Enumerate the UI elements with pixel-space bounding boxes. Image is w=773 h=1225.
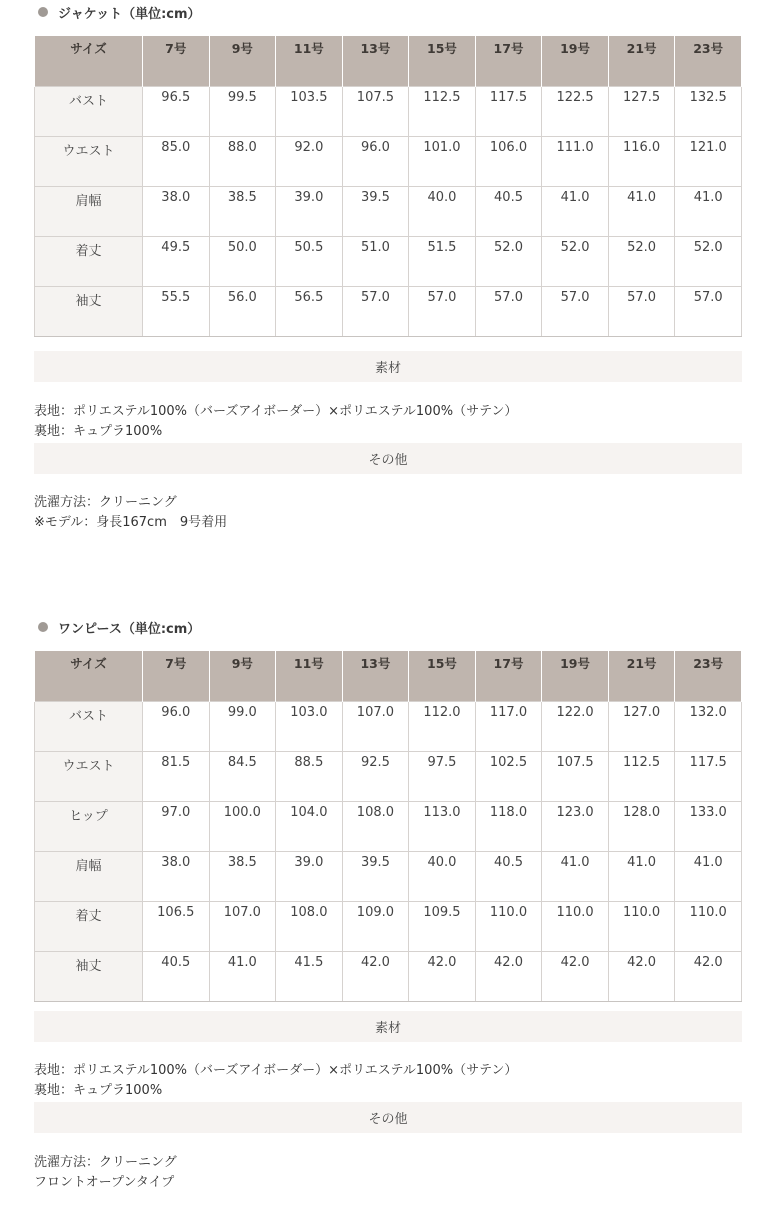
row-label: ウエスト [35, 752, 143, 802]
table-cell: 50.5 [276, 237, 343, 287]
bullet-dot-icon [38, 7, 48, 17]
onepiece-material-header: 素材 [34, 1011, 742, 1042]
jacket-title-text: ジャケット（単位:cm） [58, 6, 201, 22]
table-cell: 111.0 [542, 137, 609, 187]
onepiece-title-text: ワンピース（単位:cm） [58, 621, 201, 637]
table-cell: 117.5 [475, 87, 542, 137]
table-cell: 40.5 [143, 952, 210, 1002]
table-cell: 128.0 [608, 802, 675, 852]
table-row [35, 852, 742, 902]
table-cell: 39.0 [276, 852, 343, 902]
header-cell: 15号 [409, 36, 476, 87]
table-row [35, 902, 742, 952]
header-cell: 17号 [475, 651, 542, 702]
table-cell: 41.0 [675, 187, 742, 237]
table-cell: 49.5 [143, 237, 210, 287]
table-cell: 96.5 [143, 87, 210, 137]
table-cell: 97.5 [409, 752, 476, 802]
table-cell: 50.0 [209, 237, 276, 287]
table-cell: 51.5 [409, 237, 476, 287]
table-cell: 116.0 [608, 137, 675, 187]
table-cell: 41.0 [675, 852, 742, 902]
table-cell: 127.0 [608, 702, 675, 752]
jacket-other-line: 洗濯方法：クリーニング [34, 495, 177, 510]
table-cell: 103.0 [276, 702, 343, 752]
table-cell: 57.0 [475, 287, 542, 337]
table-cell: 41.0 [608, 852, 675, 902]
table-cell: 57.0 [542, 287, 609, 337]
table-cell: 103.5 [276, 87, 343, 137]
table-cell: 112.5 [608, 752, 675, 802]
header-cell: 11号 [276, 651, 343, 702]
row-label: 着丈 [35, 902, 143, 952]
row-label: 袖丈 [35, 287, 143, 337]
table-cell: 92.5 [342, 752, 409, 802]
row-label: バスト [35, 702, 143, 752]
table-cell: 107.0 [342, 702, 409, 752]
table-cell: 40.5 [475, 852, 542, 902]
row-label: バスト [35, 87, 143, 137]
onepiece-other-header: その他 [34, 1102, 742, 1133]
header-cell: 17号 [475, 36, 542, 87]
header-cell: サイズ [35, 36, 143, 87]
header-cell: 9号 [209, 36, 276, 87]
table-cell: 38.5 [209, 852, 276, 902]
table-cell: 42.0 [342, 952, 409, 1002]
table-cell: 39.5 [342, 187, 409, 237]
table-row [35, 802, 742, 852]
table-cell: 133.0 [675, 802, 742, 852]
table-cell: 40.0 [409, 852, 476, 902]
table-cell: 107.0 [209, 902, 276, 952]
onepiece-material-line: 裏地：キュプラ100% [34, 1083, 163, 1098]
jacket-table-header-row [35, 36, 742, 87]
header-cell: 7号 [143, 36, 210, 87]
table-cell: 99.0 [209, 702, 276, 752]
jacket-size-table [34, 36, 742, 337]
table-cell: 100.0 [209, 802, 276, 852]
jacket-other-header: その他 [34, 443, 742, 474]
row-label: 肩幅 [35, 852, 143, 902]
table-cell: 41.0 [209, 952, 276, 1002]
table-cell: 57.0 [675, 287, 742, 337]
table-cell: 121.0 [675, 137, 742, 187]
table-cell: 110.0 [675, 902, 742, 952]
table-cell: 40.0 [409, 187, 476, 237]
row-label: 着丈 [35, 237, 143, 287]
table-row [35, 87, 742, 137]
table-cell: 38.0 [143, 852, 210, 902]
table-cell: 96.0 [342, 137, 409, 187]
table-cell: 132.5 [675, 87, 742, 137]
header-cell: 13号 [342, 36, 409, 87]
table-cell: 39.0 [276, 187, 343, 237]
jacket-title [38, 2, 201, 22]
table-cell: 113.0 [409, 802, 476, 852]
table-cell: 101.0 [409, 137, 476, 187]
table-cell: 108.0 [276, 902, 343, 952]
table-cell: 41.5 [276, 952, 343, 1002]
table-cell: 42.0 [675, 952, 742, 1002]
header-cell: 13号 [342, 651, 409, 702]
header-cell: 19号 [542, 36, 609, 87]
table-cell: 38.5 [209, 187, 276, 237]
table-cell: 106.5 [143, 902, 210, 952]
table-cell: 112.5 [409, 87, 476, 137]
table-cell: 57.0 [342, 287, 409, 337]
table-cell: 40.5 [475, 187, 542, 237]
onepiece-size-table [34, 651, 742, 1002]
table-cell: 109.0 [342, 902, 409, 952]
header-cell: 23号 [675, 36, 742, 87]
table-cell: 85.0 [143, 137, 210, 187]
table-cell: 117.0 [475, 702, 542, 752]
onepiece-table-header-row [35, 651, 742, 702]
table-cell: 112.0 [409, 702, 476, 752]
jacket-material-line: 表地：ポリエステル100%（バーズアイボーダー）×ポリエステル100%（サテン） [34, 404, 518, 419]
row-label: 肩幅 [35, 187, 143, 237]
table-cell: 42.0 [409, 952, 476, 1002]
onepiece-material-line: 表地：ポリエステル100%（バーズアイボーダー）×ポリエステル100%（サテン） [34, 1063, 518, 1078]
table-cell: 122.5 [542, 87, 609, 137]
onepiece-other-line: フロントオープンタイプ [34, 1175, 175, 1190]
table-cell: 57.0 [409, 287, 476, 337]
header-cell: 21号 [608, 36, 675, 87]
table-cell: 122.0 [542, 702, 609, 752]
header-cell: 7号 [143, 651, 210, 702]
table-cell: 97.0 [143, 802, 210, 852]
table-cell: 41.0 [542, 852, 609, 902]
table-cell: 88.0 [209, 137, 276, 187]
row-label: 袖丈 [35, 952, 143, 1002]
table-cell: 52.0 [475, 237, 542, 287]
table-row [35, 187, 742, 237]
table-cell: 41.0 [542, 187, 609, 237]
table-cell: 102.5 [475, 752, 542, 802]
table-cell: 109.5 [409, 902, 476, 952]
table-cell: 107.5 [342, 87, 409, 137]
row-label: ヒップ [35, 802, 143, 852]
table-cell: 117.5 [675, 752, 742, 802]
table-cell: 51.0 [342, 237, 409, 287]
header-cell: 23号 [675, 651, 742, 702]
table-cell: 39.5 [342, 852, 409, 902]
table-cell: 99.5 [209, 87, 276, 137]
header-cell: 19号 [542, 651, 609, 702]
table-cell: 38.0 [143, 187, 210, 237]
table-cell: 56.0 [209, 287, 276, 337]
jacket-material-header: 素材 [34, 351, 742, 382]
table-cell: 110.0 [475, 902, 542, 952]
jacket-other-line: ※モデル：身長167cm 9号着用 [34, 515, 228, 530]
table-cell: 42.0 [475, 952, 542, 1002]
table-cell: 132.0 [675, 702, 742, 752]
table-cell: 107.5 [542, 752, 609, 802]
table-cell: 42.0 [608, 952, 675, 1002]
table-row [35, 752, 742, 802]
row-label: ウエスト [35, 137, 143, 187]
table-row [35, 287, 742, 337]
table-row [35, 237, 742, 287]
header-cell: 15号 [409, 651, 476, 702]
header-cell: 11号 [276, 36, 343, 87]
table-cell: 110.0 [608, 902, 675, 952]
bullet-dot-icon [38, 622, 48, 632]
table-cell: 42.0 [542, 952, 609, 1002]
table-cell: 52.0 [542, 237, 609, 287]
table-row [35, 137, 742, 187]
header-cell: 21号 [608, 651, 675, 702]
table-cell: 106.0 [475, 137, 542, 187]
table-cell: 118.0 [475, 802, 542, 852]
table-cell: 108.0 [342, 802, 409, 852]
table-cell: 52.0 [675, 237, 742, 287]
table-cell: 104.0 [276, 802, 343, 852]
jacket-material-line: 裏地：キュプラ100% [34, 424, 163, 439]
table-cell: 127.5 [608, 87, 675, 137]
table-cell: 52.0 [608, 237, 675, 287]
onepiece-title [38, 617, 200, 637]
table-cell: 55.5 [143, 287, 210, 337]
table-row [35, 952, 742, 1002]
header-cell: サイズ [35, 651, 143, 702]
table-cell: 92.0 [276, 137, 343, 187]
table-cell: 81.5 [143, 752, 210, 802]
table-cell: 41.0 [608, 187, 675, 237]
table-cell: 110.0 [542, 902, 609, 952]
table-row [35, 702, 742, 752]
table-cell: 96.0 [143, 702, 210, 752]
table-cell: 57.0 [608, 287, 675, 337]
table-cell: 84.5 [209, 752, 276, 802]
table-cell: 56.5 [276, 287, 343, 337]
table-cell: 123.0 [542, 802, 609, 852]
onepiece-other-line: 洗濯方法：クリーニング [34, 1155, 177, 1170]
table-cell: 88.5 [276, 752, 343, 802]
header-cell: 9号 [209, 651, 276, 702]
